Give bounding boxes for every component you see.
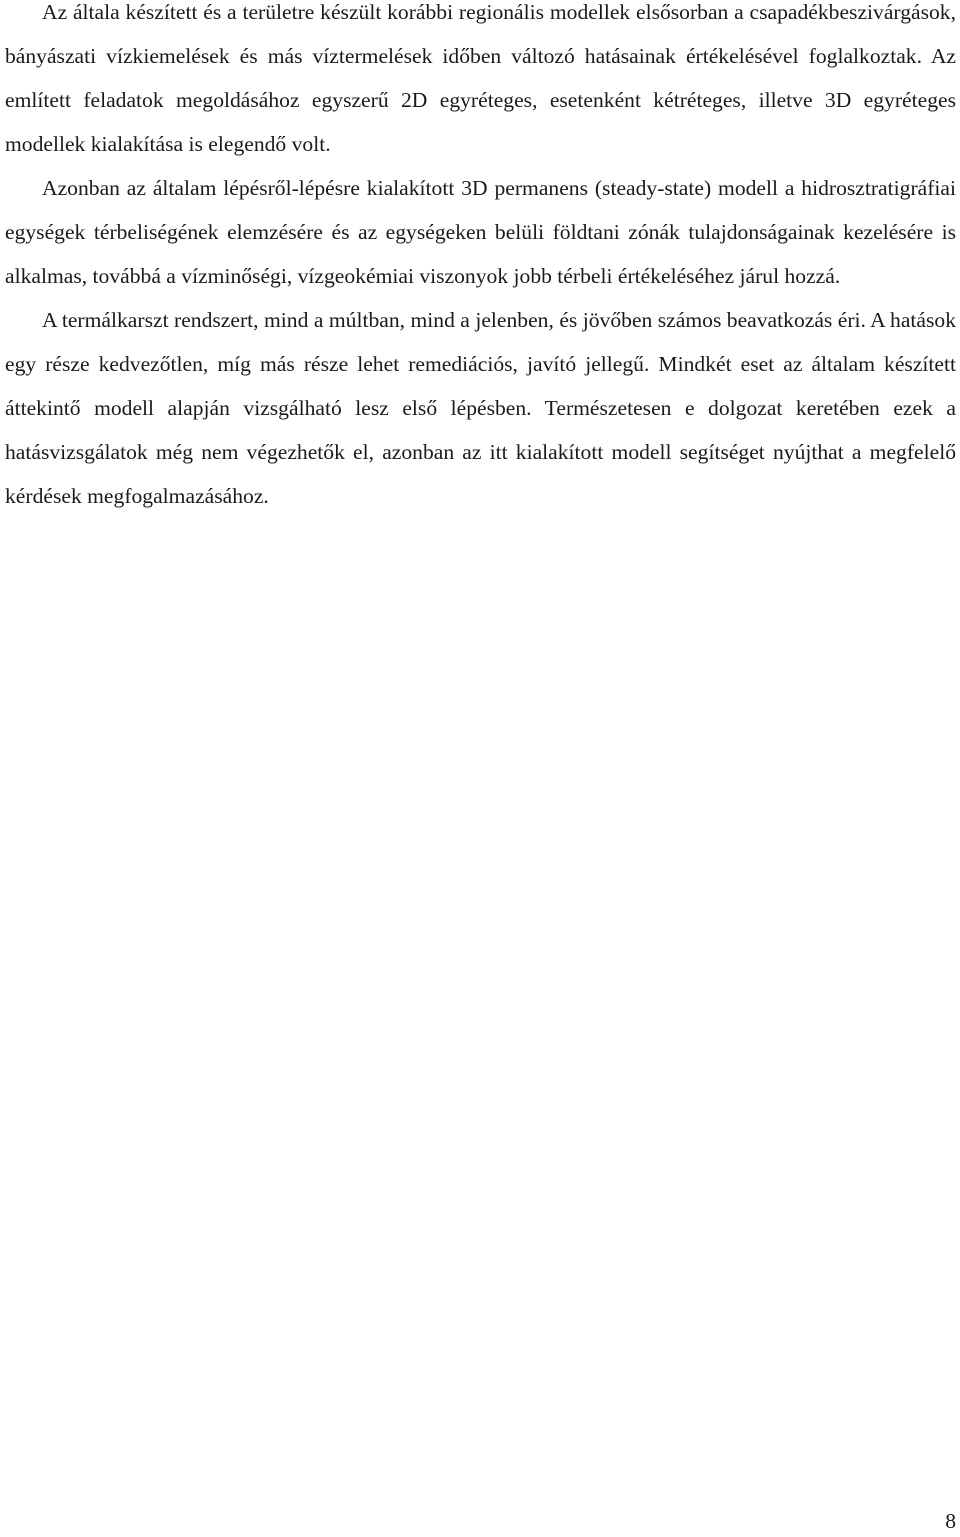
paragraph-2: Azonban az általam lépésről-lépésre kialakított 3D permanens (steady-state) modell a hidrosztratigráfiai egységek térbeliségének elemzésére és az egységeken belüli földtani zónák tulajdonságainak kezelésére is alkalmas, továbbá a vízminőségi, vízgeokémiai viszonyok jobb térbeli értékeléséhez járul hozzá. <box>5 176 956 288</box>
paragraph-3: A termálkarszt rendszert, mind a múltban, mind a jelenben, és jövőben számos beavatkozás éri. A hatások egy része kedvezőtlen, míg más része lehet remediációs, javító jellegű. Mindkét eset az általam készített áttekintő modell alapján vizsgálható lesz első lépésben. Természetesen e dolgozat keretében ezek a hatásvizsgálatok még nem végezhetők el, azonban az itt kialakított modell segítséget nyújthat a megfelelő kérdések megfogalmazásához. <box>5 308 956 508</box>
document-body <box>5 0 956 518</box>
paragraph-1: Az általa készített és a területre készült korábbi regionális modellek elsősorban a csapadékbeszivárgások, bányászati vízkiemelések és más víztermelések időben változó hatásainak értékelésével foglalkoztak. Az említett feladatok megoldásához egyszerű 2D egyréteges, esetenként kétréteges, illetve 3D egyréteges modellek kialakítása is elegendő volt. <box>5 0 956 156</box>
page-number: 8 <box>945 1509 956 1533</box>
